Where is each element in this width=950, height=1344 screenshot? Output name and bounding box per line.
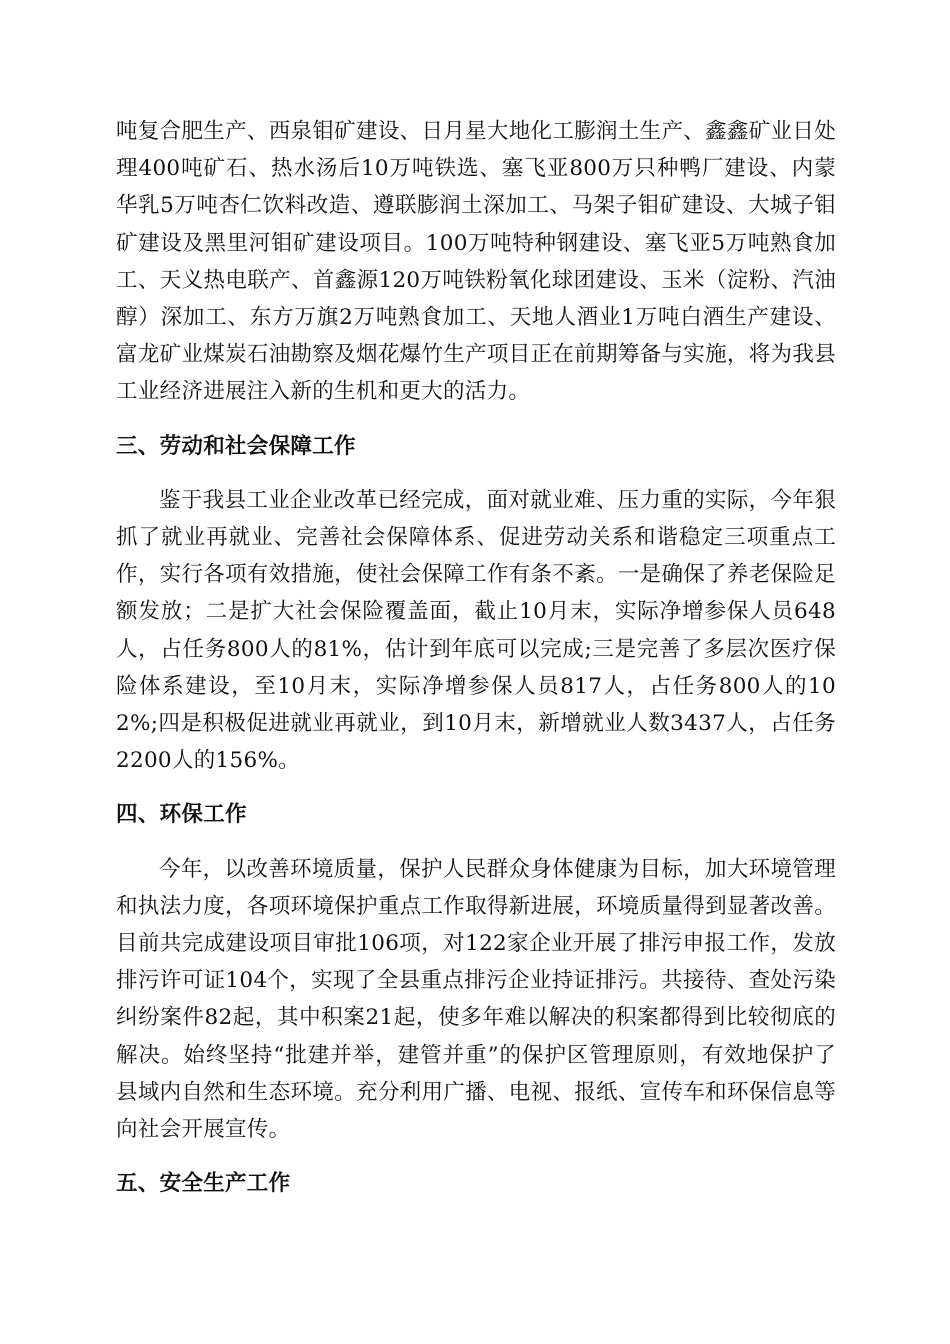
paragraph-industry-projects: 吨复合肥生产、西泉钼矿建设、日月星大地化工膨润土生产、鑫鑫矿业日处理400吨矿石、热水汤后10万吨铁选、塞飞亚800万只种鸭厂建设、内蒙华乳5万吨杏仁饮料改造、遵联膨润土深加工、马架子钼矿建设、大城子钼矿建设及黑里河钼矿建设项目。100万吨特种钢建设、塞飞亚5万吨熟食加工、天义热电联产、首鑫源120万吨铁粉氧化球团建设、玉米（淀粉、汽油醇）深加工、东方万旗2万吨熟食加工、天地人酒业1万吨白酒生产建设、富龙矿业煤炭石油勘察及烟花爆竹生产项目正在前期筹备与实施，将为我县工业经济进展注入新的生机和更大的活力。 <box>116 119 836 405</box>
document-page <box>116 113 836 1202</box>
section-heading-safety-production: 五、安全生产工作 <box>116 1171 291 1197</box>
section-heading-environmental: 四、环保工作 <box>116 802 247 828</box>
paragraph-environmental: 今年，以改善环境质量，保护人民群众身体健康为目标，加大环境管理和执法力度，各项环境保护重点工作取得新进展，环境质量得到显著改善。目前共完成建设项目审批106项，对122家企业开展了排污申报工作，发放排污许可证104个，实现了全县重点排污企业持证排污。共接待、查处污染纠纷案件82起，其中积案21起，使多年难以解决的积案都得到比较彻底的解决。始终坚持“批建并举，建管并重”的保护区管理原则，有效地保护了县域内自然和生态环境。充分利用广播、电视、报纸、宣传车和环保信息等向社会开展宣传。 <box>116 856 836 1143</box>
section-heading-labor-social-security: 三、劳动和社会保障工作 <box>116 433 356 459</box>
paragraph-labor-social-security: 鉴于我县工业企业改革已经完成，面对就业难、压力重的实际，今年狠抓了就业再就业、完善社会保障体系、促进劳动关系和谐稳定三项重点工作，实行各项有效措施，使社会保障工作有条不紊。一是确保了养老保险足额发放；二是扩大社会保险覆盖面，截止10月末，实际净增参保人员648人，占任务800人的81%，估计到年底可以完成;三是完善了多层次医疗保险体系建设，至10月末，实际净增参保人员817人，占任务800人的102%;四是积极促进就业再就业，到10月末，新增就业人数3437人，占任务2200人的156%。 <box>116 487 836 774</box>
